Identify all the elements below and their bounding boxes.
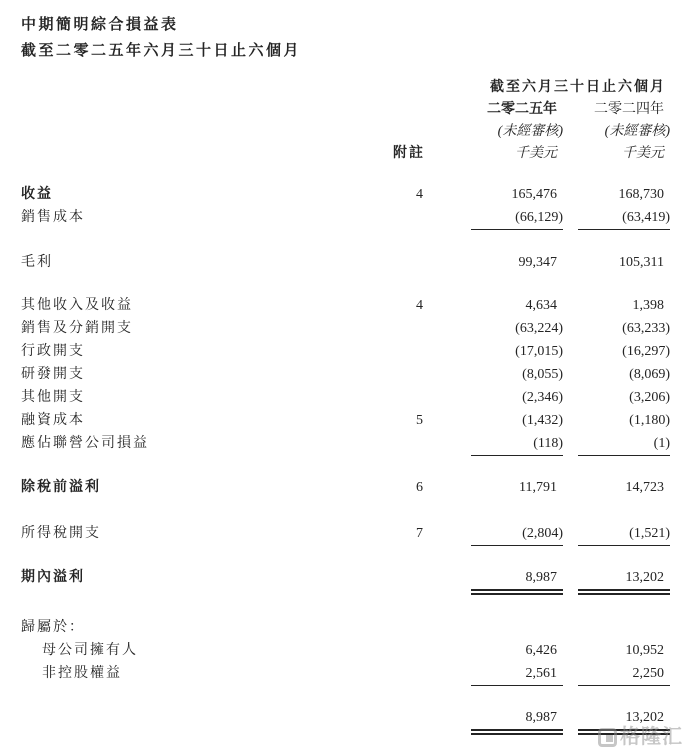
row-label: 母公司擁有人 [42,643,138,658]
row-attributable-to [21,616,670,639]
value-2024: (1,521) [578,522,670,546]
value-2024: 1,398 [632,298,664,313]
year-2024-header: 二零二四年 [594,102,664,117]
value-2024: 14,723 [625,480,664,495]
value-2024: 105,311 [619,255,664,270]
value-2025: 8,987 [471,566,563,595]
value-2024: (8,069) [629,367,670,382]
value-2024: (63,233) [622,321,670,336]
row-label: 所得稅開支 [21,526,101,541]
row-label: 研發開支 [21,367,85,382]
note-ref: 4 [416,298,425,313]
unit-header-row [21,143,670,165]
value-2024: 13,202 [578,566,670,595]
note-ref: 4 [416,187,425,202]
row-finance-costs [21,409,670,432]
value-2024: (1,180) [629,413,670,428]
year-2025-header: 二零二五年 [487,102,557,117]
value-2025: 8,987 [471,706,563,735]
audit-status-row [21,121,670,143]
row-owners-of-parent [21,639,670,662]
row-label: 期內溢利 [21,570,85,585]
value-2025: (17,015) [515,344,563,359]
note-header: 附註 [393,146,425,161]
value-2024: (1) [578,432,670,456]
unit-2024: 千美元 [622,146,664,161]
value-2025: 11,791 [519,480,557,495]
statement-body [21,183,670,729]
row-label: 除稅前溢利 [21,480,101,495]
value-2025: (2,346) [522,390,563,405]
row-label: 毛利 [21,255,53,270]
gelonghui-watermark [598,727,683,747]
row-gross-profit [21,251,670,274]
watermark-text: 格隆汇 [620,726,683,748]
row-administrative-expenses [21,340,670,363]
row-label: 應佔聯營公司損益 [21,436,149,451]
row-label: 行政開支 [21,344,85,359]
period-header-row [21,76,670,99]
row-label: 其他收入及收益 [21,298,133,313]
row-label: 銷售成本 [21,210,85,225]
note-ref: 5 [416,413,425,428]
value-2024: (16,297) [622,344,670,359]
row-non-controlling-interests [21,662,670,685]
row-label: 其他開支 [21,390,85,405]
row-rd-expenses [21,363,670,386]
value-2024: 168,730 [618,187,664,202]
value-2024: 10,952 [625,643,664,658]
row-share-of-associates [21,432,670,455]
note-ref: 6 [416,480,425,495]
row-profit-for-period [21,566,670,589]
value-2025: (118) [471,432,563,456]
value-2025: (1,432) [522,413,563,428]
value-2024: (63,419) [578,206,670,230]
row-label: 歸屬於： [21,620,85,635]
value-2025: (8,055) [522,367,563,382]
row-selling-distribution-expenses [21,317,670,340]
value-2025: 4,634 [525,298,557,313]
row-label: 收益 [21,187,53,202]
row-cost-of-sales [21,206,670,229]
value-2025: 6,426 [525,643,557,658]
year-header-row [21,99,670,121]
value-2025: (2,804) [471,522,563,546]
value-2024: (3,206) [629,390,670,405]
value-2024: 2,250 [578,662,670,686]
value-2025: 99,347 [518,255,557,270]
audit-2024: (未經審核) [604,124,670,139]
value-2025: (66,129) [471,206,563,230]
row-revenue [21,183,670,206]
row-label: 銷售及分銷開支 [21,321,133,336]
period-header: 截至六月三十日止六個月 [490,80,666,95]
audit-2025: (未經審核) [497,124,563,139]
value-2024: 13,202 [578,706,670,735]
row-profit-before-tax [21,476,670,499]
page-title: 中期簡明綜合損益表 [21,17,179,33]
row-total-profit [21,706,670,729]
page-subtitle: 截至二零二五年六月三十日止六個月 [21,43,302,59]
row-label: 融資成本 [21,413,85,428]
row-label: 非控股權益 [42,666,122,681]
row-other-expenses [21,386,670,409]
table-header [21,76,670,165]
value-2025: 2,561 [471,662,563,686]
gelonghui-logo-icon [598,728,617,747]
row-income-tax-expense [21,522,670,545]
value-2025: 165,476 [511,187,557,202]
unit-2025: 千美元 [515,146,557,161]
note-ref: 7 [416,526,425,541]
value-2025: (63,224) [515,321,563,336]
row-other-income [21,294,670,317]
